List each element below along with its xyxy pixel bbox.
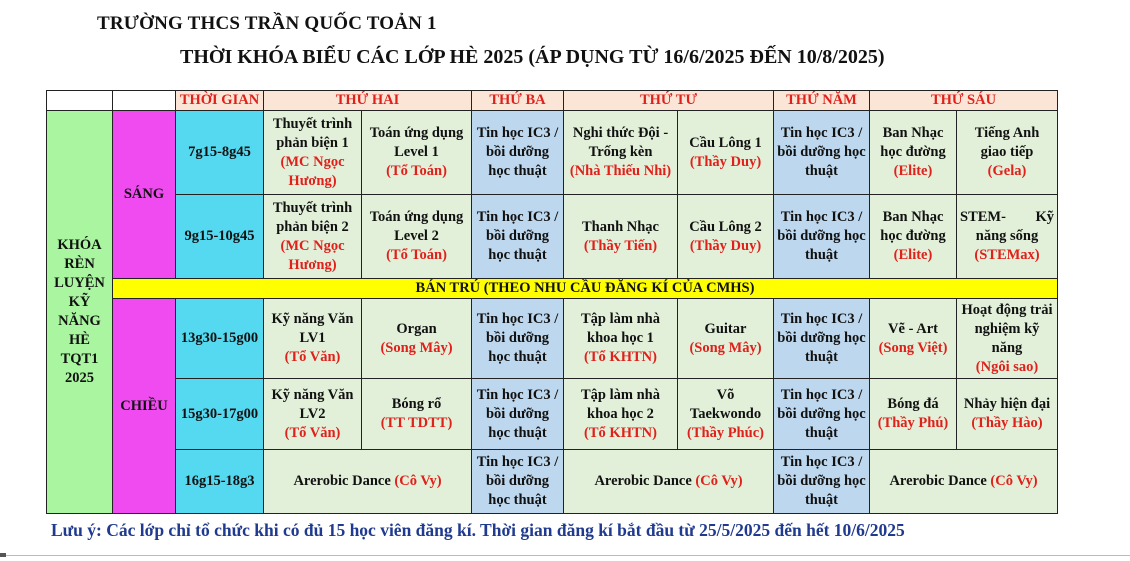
- class-name: [960, 208, 1054, 227]
- class-cell: [957, 299, 1058, 379]
- ic3-cell: Tin học IC3 / bồi dưỡng học thuật: [472, 450, 564, 514]
- ic3-cell: Tin học IC3 / bồi dưỡng học thuật: [774, 195, 870, 279]
- header-blank-2: [113, 91, 176, 111]
- class-cell: [264, 195, 362, 279]
- session-morning: SÁNG: [113, 111, 176, 279]
- header-row: [47, 91, 1058, 111]
- class-cell: [870, 450, 1058, 514]
- class-cell: [870, 299, 957, 379]
- page-edge-mark: [0, 553, 6, 557]
- table-row: [47, 299, 1058, 379]
- class-name: Kỹ năng Văn LV1: [271, 311, 354, 346]
- class-teacher: (Thầy Hào): [971, 415, 1043, 431]
- class-name: Cầu Lông 1: [689, 134, 762, 151]
- ic3-cell: Tin học IC3 / bồi dưỡng học thuật: [774, 299, 870, 379]
- class-name: Toán ứng dụng Level 1: [369, 125, 464, 160]
- class-teacher: (Song Mây): [380, 339, 453, 356]
- class-teacher: (Thầy Phúc): [687, 424, 764, 441]
- class-name: Hoạt động trải nghiệm kỹ năng: [961, 301, 1053, 356]
- page-divider: [0, 555, 1130, 556]
- timetable: [46, 90, 1058, 514]
- class-name: Vẽ - Art: [888, 320, 938, 337]
- table-row: [47, 195, 1058, 279]
- class-cell: [870, 379, 957, 450]
- class-cell: [264, 111, 362, 195]
- class-teacher: (Song Mây): [689, 339, 762, 356]
- class-name: Tập làm nhà khoa học 2: [581, 386, 660, 422]
- time-slot: 15g30-17g00: [176, 379, 264, 450]
- class-teacher: (Thầy Tiến): [583, 237, 658, 254]
- class-teacher: (MC Ngọc Hương): [280, 237, 345, 273]
- class-name: Arerobic Dance: [293, 473, 391, 489]
- class-name: Ban Nhạc học đường: [880, 125, 946, 160]
- time-slot: 16g15-18g3: [176, 450, 264, 514]
- class-cell: [678, 299, 774, 379]
- table-row: [47, 450, 1058, 514]
- class-name-part: năng sống: [975, 228, 1039, 244]
- class-name: Guitar: [704, 320, 747, 337]
- bantru-banner: BÁN TRÚ (THEO NHU CẦU ĐĂNG KÍ CỦA CMHS): [113, 279, 1058, 299]
- class-cell: [362, 111, 472, 195]
- class-cell: [564, 379, 678, 450]
- class-name: Thuyết trình phản biện 1: [272, 115, 353, 151]
- class-name: Organ: [396, 320, 437, 337]
- class-teacher: (Cô Vy): [990, 473, 1038, 489]
- class-cell: [564, 450, 774, 514]
- class-cell: [870, 195, 957, 279]
- class-name: Ban Nhạc học đường: [880, 209, 946, 244]
- ic3-cell: Tin học IC3 / bồi dưỡng học thuật: [472, 111, 564, 195]
- class-name: Bóng rổ: [391, 396, 442, 412]
- class-name: Kỹ năng Văn LV2: [271, 386, 354, 422]
- class-teacher: (Tổ Văn): [284, 349, 341, 365]
- time-slot: 7g15-8g45: [176, 111, 264, 195]
- course-label: [47, 111, 113, 514]
- class-cell: [564, 195, 678, 279]
- class-name: Tiếng Anh giao tiếp: [974, 125, 1040, 160]
- class-name: Võ Taekwondo: [689, 386, 762, 422]
- header-wednesday: THỨ TƯ: [564, 91, 774, 111]
- school-name: TRƯỜNG THCS TRẦN QUỐC TOẢN 1: [97, 13, 437, 34]
- class-name: Cầu Lông 2: [689, 218, 762, 235]
- class-teacher: (Cô Vy): [695, 473, 743, 489]
- class-teacher: (Nhà Thiếu Nhi): [569, 163, 672, 179]
- class-cell: [564, 299, 678, 379]
- class-cell: [678, 111, 774, 195]
- class-cell: [957, 195, 1058, 279]
- class-teacher: (Thầy Phú): [877, 415, 949, 431]
- class-teacher: (Ngôi sao): [975, 358, 1039, 375]
- class-cell: [678, 379, 774, 450]
- class-name: Thanh Nhạc: [582, 218, 659, 235]
- ic3-cell: Tin học IC3 / bồi dưỡng học thuật: [472, 379, 564, 450]
- class-teacher: (Tổ KHTN): [584, 424, 657, 441]
- page-title: THỜI KHÓA BIỂU CÁC LỚP HÈ 2025 (ÁP DỤNG TỪ 16/6/2025 ĐẾN 10/8/2025): [180, 46, 885, 68]
- class-name: Arerobic Dance: [889, 473, 987, 489]
- ic3-cell: Tin học IC3 / bồi dưỡng học thuật: [472, 299, 564, 379]
- header-friday: THỨ SÁU: [870, 91, 1058, 111]
- class-cell: [362, 299, 472, 379]
- class-teacher: (Tổ Toán): [386, 247, 447, 263]
- class-cell: [264, 299, 362, 379]
- class-teacher: (Tổ Toán): [386, 163, 447, 179]
- class-cell: [362, 379, 472, 450]
- header-tuesday: THỨ BA: [472, 91, 564, 111]
- class-cell: [870, 111, 957, 195]
- course-text: KHÓA RÈN LUYỆN KỸ NĂNG HÈ TQT1 2025: [54, 237, 105, 386]
- class-teacher: (MC Ngọc Hương): [280, 153, 345, 189]
- header-monday: THỨ HAI: [264, 91, 472, 111]
- class-teacher: (Tổ Văn): [284, 424, 341, 441]
- class-teacher: (STEMax): [974, 247, 1040, 263]
- class-name: Tập làm nhà khoa học 1: [581, 311, 660, 346]
- class-name-part: Kỹ: [1035, 209, 1054, 225]
- class-name: Bóng đá: [887, 396, 939, 412]
- ic3-cell: Tin học IC3 / bồi dưỡng học thuật: [774, 111, 870, 195]
- bantru-row: [47, 279, 1058, 299]
- class-name: Toán ứng dụng Level 2: [369, 209, 464, 244]
- header-thursday: THỨ NĂM: [774, 91, 870, 111]
- class-teacher: (Song Việt): [878, 339, 948, 356]
- table-row: [47, 111, 1058, 195]
- class-teacher: (Gela): [987, 163, 1027, 179]
- class-teacher: (Thầy Duy): [689, 153, 762, 170]
- class-cell: [264, 450, 472, 514]
- ic3-cell: Tin học IC3 / bồi dưỡng học thuật: [472, 195, 564, 279]
- class-name: Arerobic Dance: [594, 473, 692, 489]
- class-cell: [957, 111, 1058, 195]
- session-afternoon: CHIỀU: [113, 299, 176, 514]
- class-name: Nhảy hiện đại: [963, 396, 1051, 412]
- footnote: Lưu ý: Các lớp chỉ tổ chức khi có đủ 15 học viên đăng kí. Thời gian đăng kí bắt đầu từ 25/5/2025 đến hết 10/6/2025: [51, 520, 905, 540]
- class-cell: [678, 195, 774, 279]
- class-teacher: (Cô Vy): [394, 473, 442, 489]
- class-teacher: (Elite): [893, 247, 933, 263]
- class-name: Nghi thức Đội - Trống kèn: [572, 125, 669, 160]
- class-cell: [264, 379, 362, 450]
- time-slot: 13g30-15g00: [176, 299, 264, 379]
- header-blank-1: [47, 91, 113, 111]
- class-cell: [362, 195, 472, 279]
- class-name: Thuyết trình phản biện 2: [272, 199, 353, 235]
- class-cell: [564, 111, 678, 195]
- class-teacher: (Tổ KHTN): [584, 349, 657, 365]
- class-teacher: (TT TDTT): [380, 415, 453, 431]
- ic3-cell: Tin học IC3 / bồi dưỡng học thuật: [774, 450, 870, 514]
- class-cell: [957, 379, 1058, 450]
- class-teacher: (Elite): [893, 163, 933, 179]
- header-time: THỜI GIAN: [176, 91, 264, 111]
- class-teacher: (Thầy Duy): [689, 237, 762, 254]
- ic3-cell: Tin học IC3 / bồi dưỡng học thuật: [774, 379, 870, 450]
- table-row: [47, 379, 1058, 450]
- time-slot: 9g15-10g45: [176, 195, 264, 279]
- class-name-part: STEM-: [960, 209, 1006, 225]
